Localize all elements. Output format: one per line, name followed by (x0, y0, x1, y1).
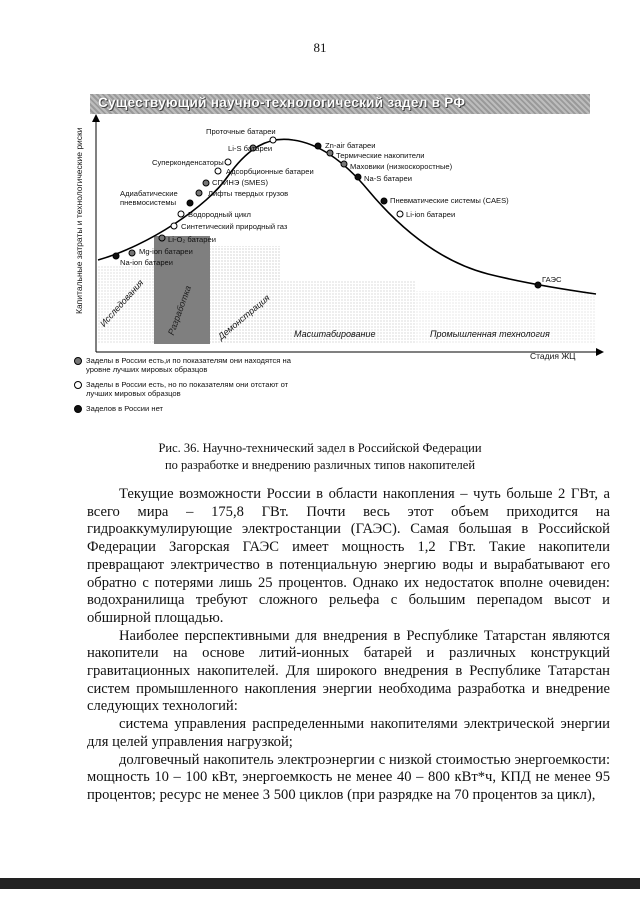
label-liion: Li-ion батареи (406, 210, 456, 219)
label-nas: Na-S батареи (364, 174, 412, 183)
marker-znair (315, 143, 321, 149)
marker-gaes (535, 282, 541, 288)
legend-grey-dot (74, 357, 82, 365)
label-naion: Na-ion батареи (120, 258, 174, 267)
figure-title: Существующий научно-технологический задел в РФ (98, 95, 466, 110)
marker-adsorption (215, 168, 221, 174)
marker-lio2 (159, 235, 165, 241)
figure (68, 86, 608, 424)
label-hydrogen: Водородный цикл (188, 210, 251, 219)
x-axis-arrow (596, 348, 604, 356)
paragraph-3: система управления распределенными накопителями электрической энергии для целей управления нагрузкой; (87, 716, 610, 750)
figure-title-banner (90, 94, 590, 114)
marker-adiabatic (187, 200, 193, 206)
marker-flow (270, 137, 276, 143)
label-lis: Li-S батареи (228, 144, 273, 153)
marker-smes (203, 180, 209, 186)
phase-demo: Демонстрация (216, 292, 272, 342)
paragraph-4: долговечный накопитель электроэнергии с низкой стоимостью энергоемкости: мощность 10 – 100 кВт, энергоемкость не менее 40 – 800 кВт*ч, КПД не менее 95 процентов; ресурс не менее 3 500 циклов (при разрядке на 70 процентов за цикл), (87, 751, 610, 803)
phase-research: Исследования (98, 277, 146, 329)
figure-caption (60, 440, 580, 474)
label-lio2: Li-O₂ батареи (168, 235, 216, 244)
phase-development: Разработка (166, 284, 194, 337)
legend-black-text: Заделов в России нет (86, 404, 164, 413)
legend-white-text: Заделы в России есть, но по показателям они отстают от лучших мировых образцов (86, 380, 289, 398)
scan-bottom-edge (0, 878, 640, 889)
marker-lifts (196, 190, 202, 196)
phase-industrial: Промышленная технология (430, 329, 550, 339)
page-number: 81 (313, 40, 327, 55)
marker-flywheel (341, 161, 347, 167)
paragraph-2: Наиболее перспективными для внедрения в Республике Татарстан являются накопители на основе литий-ионных батарей и различных конструкций гравитационных накопителей. Для широкого внедрения в Республике Татарстан систем промышленного накопления энергии необходима разработка и внедрение следующих технологий: (87, 627, 610, 715)
marker-synthgas (171, 223, 177, 229)
phase-scaling: Масштабирование (294, 329, 376, 339)
legend-black-dot (74, 405, 82, 413)
label-gaes: ГАЭС (542, 275, 562, 284)
label-adiabatic: Адиабатические пневмосистемы (120, 189, 178, 207)
label-lifts: Лифты твердых грузов (208, 189, 289, 198)
label-thermal: Термические накопители (336, 151, 425, 160)
label-synthgas: Синтетический природный газ (181, 222, 288, 231)
marker-thermal (327, 150, 333, 156)
marker-supercap (225, 159, 231, 165)
label-flywheel: Маховики (низкоскоростные) (350, 162, 453, 171)
body-text (87, 486, 610, 805)
label-flow: Проточные батареи (206, 127, 276, 136)
marker-naion (113, 253, 119, 259)
paragraph-1: Текущие возможности России в области накопления – чуть больше 2 ГВт, а всего мира – 175,8 ГВт. Почти весь этот объем приходится на гидроаккумулирующие электростанции (ГАЭС). Самая большая в Российской Федерации Загорская ГАЭС имеет мощность 1,2 ГВт. Такие накопители превращают электричество в потенциальную энергию воды и вырабатывают его обратно с потерями лишь 25 процентов. Однако их недостаток вполне очевиден: водохранилища требуют сложного рельефа с большим перепадом высот и обширной площадью. (87, 486, 610, 626)
marker-caes (381, 198, 387, 204)
legend-white-dot (74, 381, 82, 389)
legend-grey-text: Заделы в России есть,и по показателям они находятся на уровне лучших мировых образцов (86, 356, 291, 374)
label-adsorption: Адсорбционные батареи (226, 167, 314, 176)
marker-hydrogen (178, 211, 184, 217)
label-smes: СПИНЭ (SMES) (212, 178, 269, 187)
y-axis-label: Капитальные затраты и технологические риски (74, 127, 84, 314)
x-axis-label: Стадия ЖЦ (530, 351, 576, 361)
label-caes: Пневматические системы (CAES) (390, 196, 509, 205)
label-mgion: Mg-ion батареи (139, 247, 193, 256)
caption-line-2: по разработке и внедрению различных типов накопителей (164, 458, 476, 472)
marker-nas (355, 174, 361, 180)
marker-mgion (129, 250, 135, 256)
label-supercap: Суперконденсаторы (152, 158, 224, 167)
marker-liion (397, 211, 403, 217)
y-axis-arrow (92, 114, 100, 122)
caption-line-1: Рис. 36. Научно-технический задел в Российской Федерации (158, 441, 482, 455)
label-znair: Zn-air батареи (325, 141, 376, 150)
